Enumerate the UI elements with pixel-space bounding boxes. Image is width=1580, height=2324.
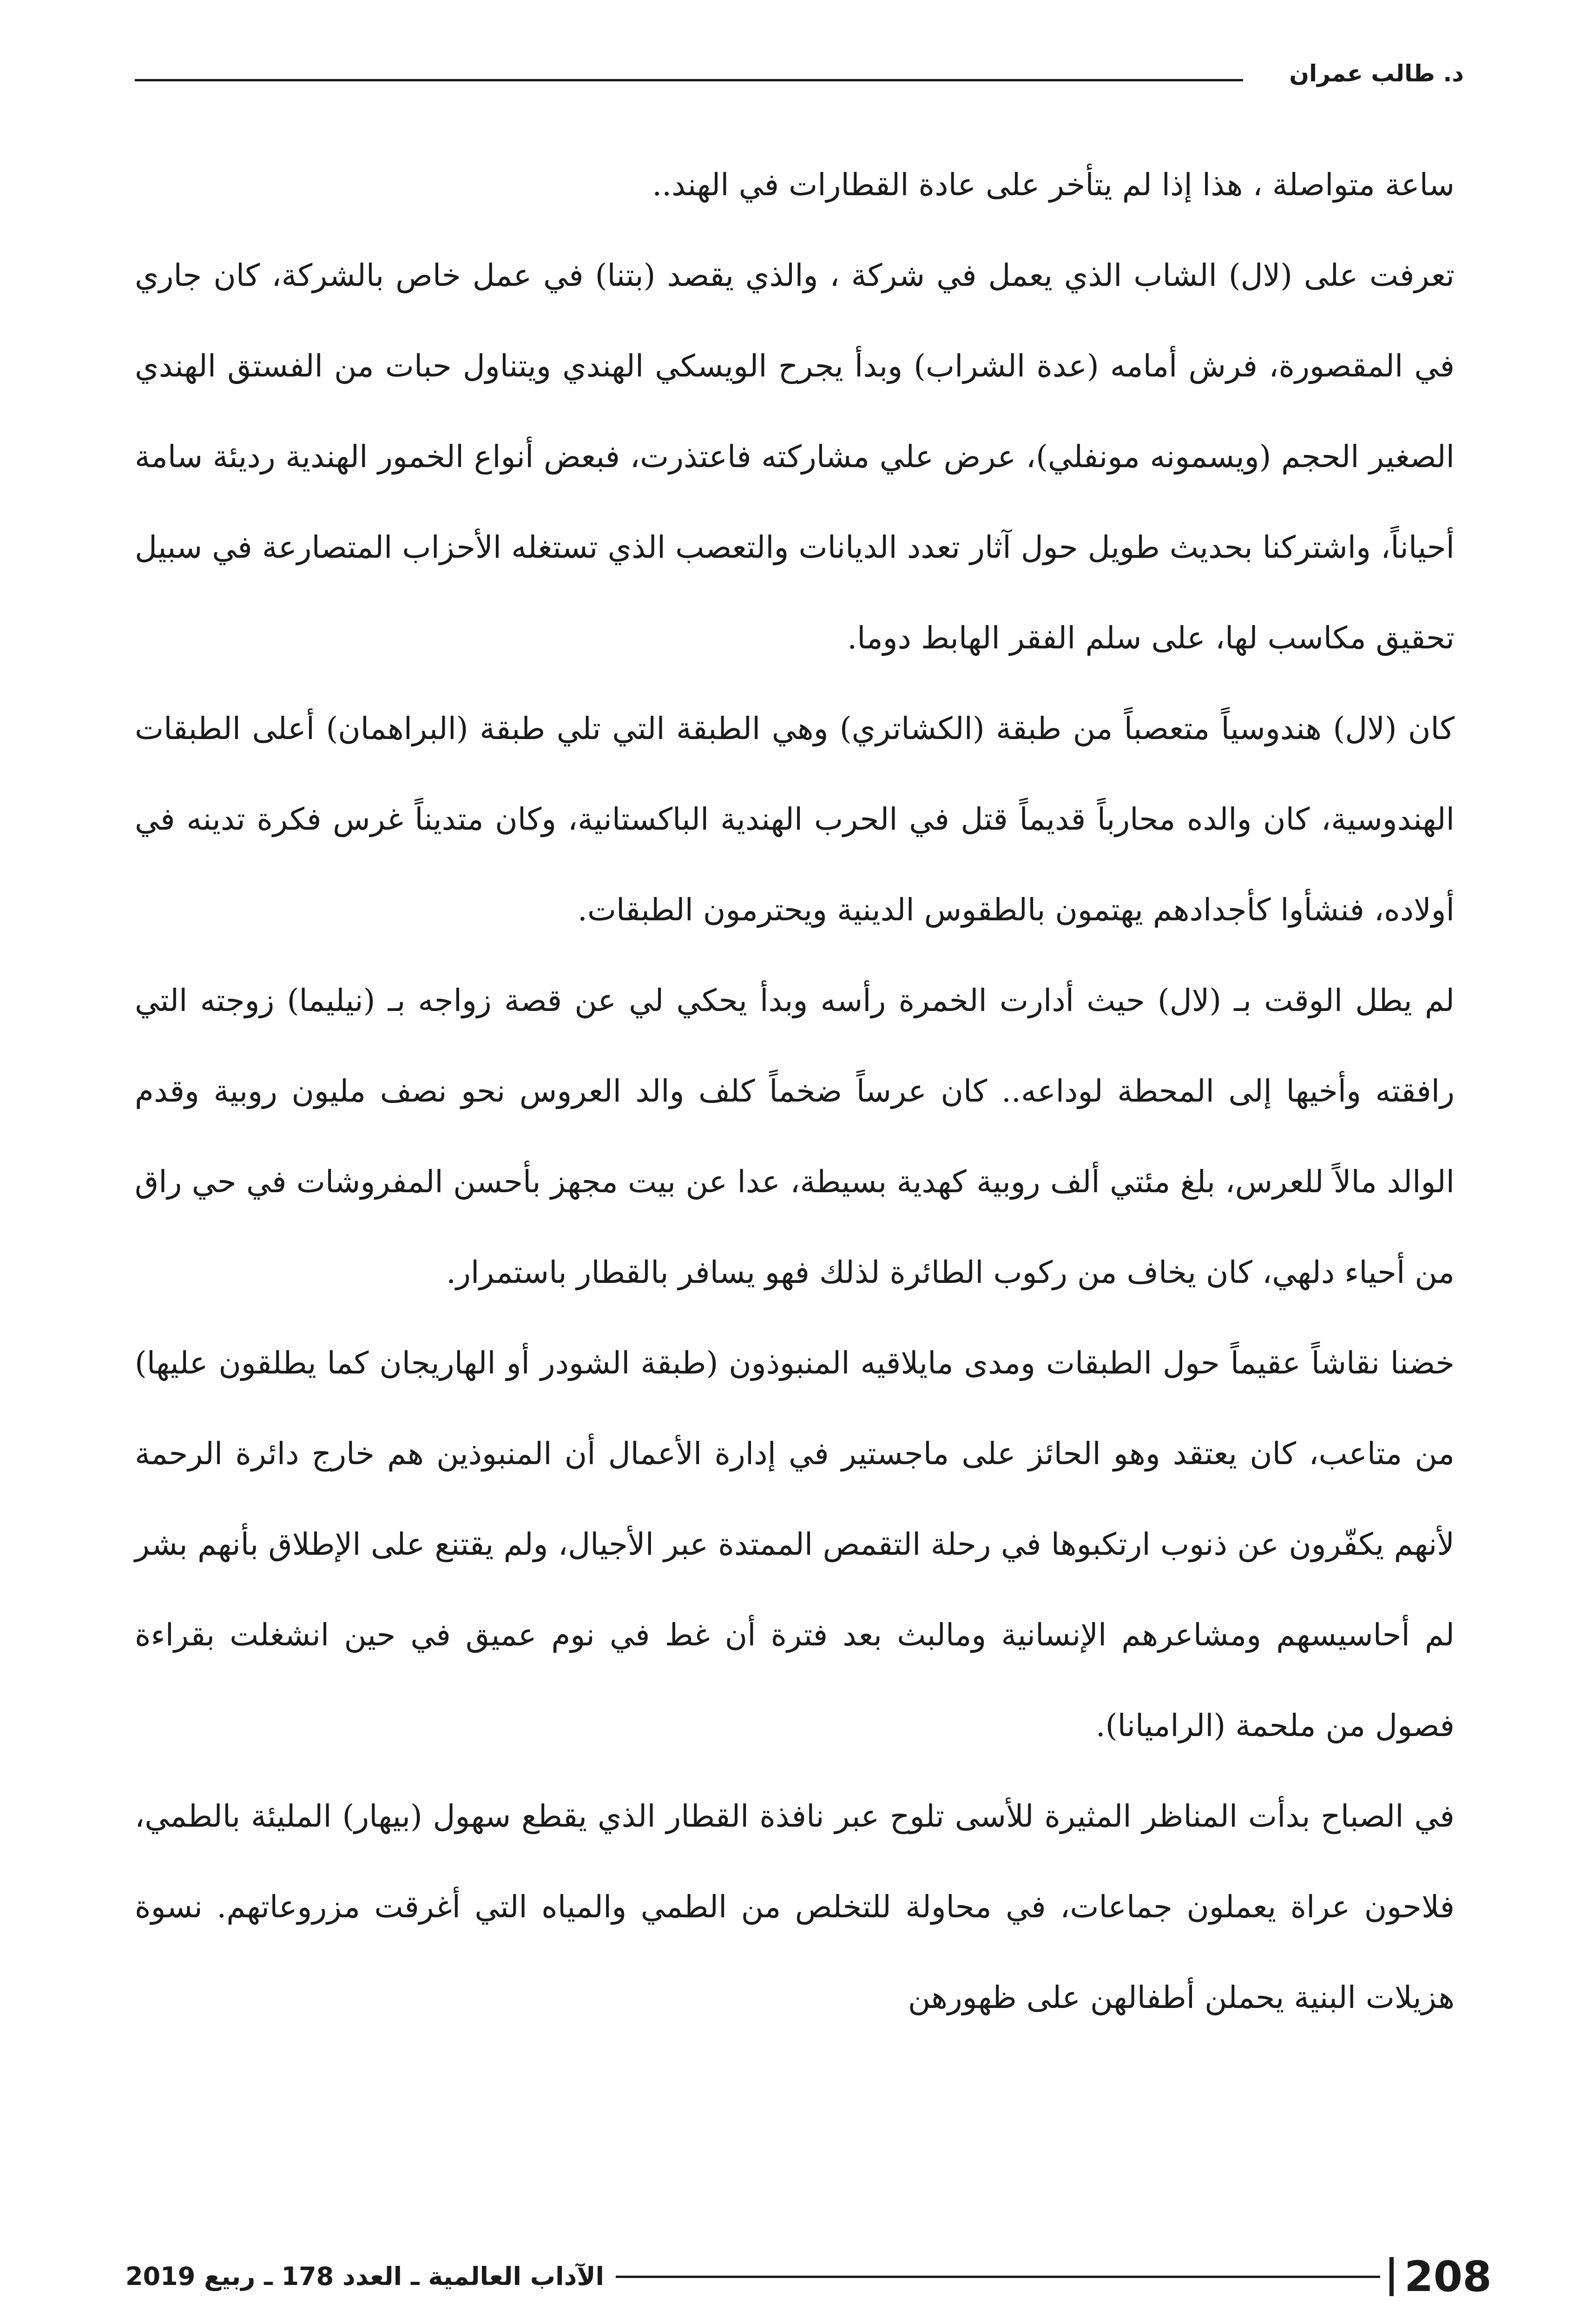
paragraph-4: لم يطل الوقت بـ (لال) حيث أدارت الخمرة رأسه وبدأ يحكي لي عن قصة زواجه بـ (نيليما) زوجته التي رافقته وأخيها إلى المحطة لوداعه.. كان عرساً ضخماً كلف والد العروس نحو نصف مليون روبية وقدم الوالد مالاً للعرس، بلغ مئتي ألف روبية كهدية بسيطة، عدا عن بيت مجهز بأحسن المفروشات في حي راق من أحياء دلهي، كان يخاف من ركوب الطائرة لذلك فهو يسافر بالقطار باستمرار. — [135, 983, 1455, 1290]
footer-separator — [1389, 2257, 1394, 2296]
paragraph-1: ساعة متواصلة ، هذا إذا لم يتأخر على عادة القطارات في الهند.. — [652, 167, 1455, 203]
paragraph-5: خضنا نقاشاً عقيماً حول الطبقات ومدى مايلاقيه المنبوذون (طبقة الشودر أو الهاريجان كما يطلقون عليها) من متاعب، كان يعتقد وهو الحائز على ماجستير في إدارة الأعمال أن المنبوذين هم خارج دائرة الرحمة لأنهم يكفّرون عن ذنوب ارتكبوها في رحلة التقمص الممتدة عبر الأجيال، ولم يقتنع على الإطلاق بأنهم بشر لم أحاسيسهم ومشاعرهم الإنسانية ومالبث بعد فترة أن غط في نوم عميق في حين انشغلت بقراءة فصول من ملحمة (الراميانا). — [135, 1345, 1455, 1743]
paragraph-3: كان (لال) هندوسياً متعصباً من طبقة (الكشاتري) وهي الطبقة التي تلي طبقة (البراهمان) أعلى الطبقات الهندوسية، كان والده محارباً قديماً قتل في الحرب الهندية الباكستانية، وكان متديناً غرس فكرة تدينه في أولاده، فنشأوا كأجدادهم يهتمون بالطقوس الدينية ويحترمون الطبقات. — [135, 711, 1455, 928]
footer-rule — [616, 2276, 1380, 2278]
running-head-author: د. طالب عمران — [1289, 60, 1464, 87]
article-body — [135, 139, 1455, 2043]
page-footer — [125, 2250, 1492, 2305]
paragraph-2: تعرفت على (لال) الشاب الذي يعمل في شركة ، والذي يقصد (بتنا) في عمل خاص بالشركة، كان جاري في المقصورة، فرش أمامه (عدة الشراب) وبدأ يجرح الويسكي الهندي ويتناول حبات من الفستق الهندي الصغير الحجم (ويسمونه مونفلي)، عرض علي مشاركته فاعتذرت، فبعض أنواع الخمور الهندية رديئة سامة أحياناً، واشتركنا بحديث طويل حول آثار تعدد الديانات والتعصب الذي تستغله الأحزاب المتصارعة في سبيل تحقيق مكاسب لها، على سلم الفقر الهابط دوما. — [135, 257, 1455, 656]
header-rule — [135, 79, 1243, 81]
page-header — [135, 55, 1464, 92]
journal-issue-info: الآداب العالمية ـ العدد 178 ـ ربيع 2019 — [125, 2262, 605, 2291]
page-number: 208 — [1404, 2252, 1492, 2301]
paragraph-6: في الصباح بدأت المناظر المثيرة للأسى تلوح عبر نافذة القطار الذي يقطع سهول (بيهار) المليئة بالطمي، فلاحون عراة يعملون جماعات، في محاولة للتخلص من الطمي والمياه التي أغرقت مزروعاتهم. نسوة هزيلات البنية يحملن أطفالهن على ظهورهن — [135, 1798, 1455, 2015]
